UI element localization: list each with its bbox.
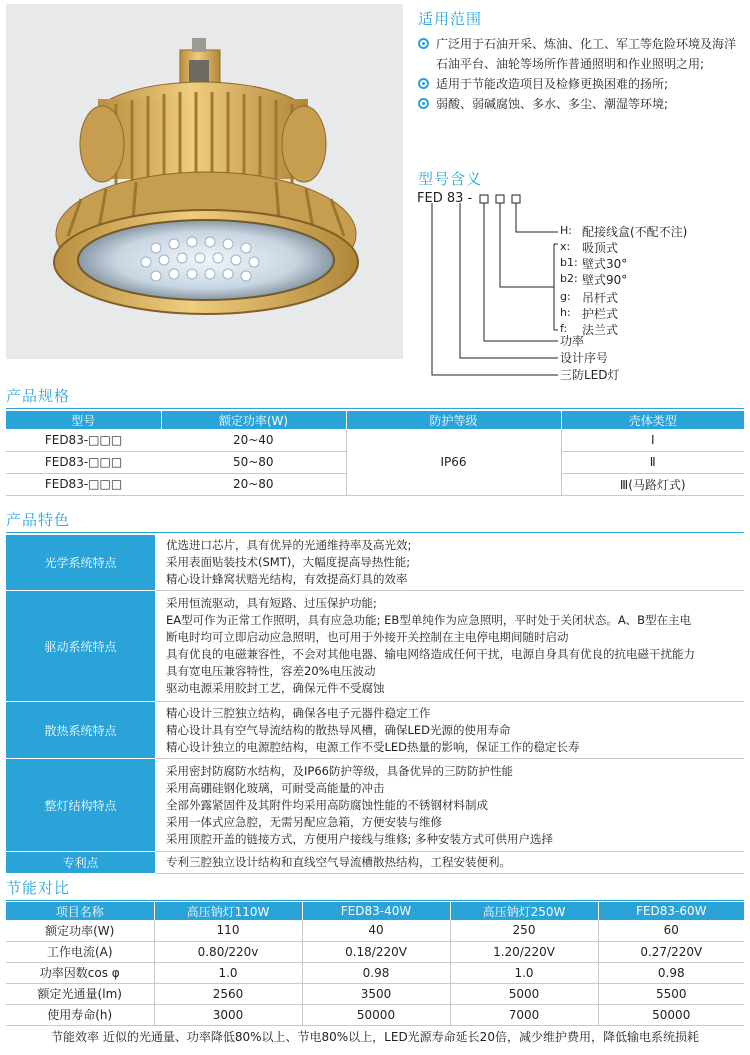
table-row xyxy=(6,920,744,941)
feature-line: 全部外露紧固件及其附件均采用高防腐蚀性能的不锈钢材料制成 xyxy=(166,797,488,812)
model-serial-label: 设计序号 xyxy=(560,351,609,365)
model-cell: FED83-□□□ xyxy=(6,451,161,473)
feature-line: 具有宽电压兼容特性，容差20%电压波动 xyxy=(166,664,376,678)
row-label: 额定功率(W) xyxy=(6,920,154,941)
table-cell: 0.27/220V xyxy=(598,941,744,962)
option-value: 吸顶式 xyxy=(582,241,619,255)
shell-cell: Ⅲ(马路灯式) xyxy=(561,473,744,495)
energy-table xyxy=(6,902,744,1026)
table-cell: 0.80/220v xyxy=(154,941,302,962)
option-value: 壁式90° xyxy=(582,273,628,287)
bullet-icon xyxy=(418,98,429,109)
column-header: 壳体类型 xyxy=(561,411,744,429)
shell-cell: Ⅰ xyxy=(561,429,744,451)
column-header: FED83-40W xyxy=(302,902,450,920)
table-cell: 5000 xyxy=(450,983,598,1004)
table-row xyxy=(6,983,744,1004)
scope-title: 适用范围 xyxy=(418,10,483,28)
table-row xyxy=(6,852,744,874)
feature-line: 驱动电源采用胶封工艺，确保元件不受腐蚀 xyxy=(166,681,385,695)
option-value: 法兰式 xyxy=(582,323,619,337)
option-key: h: xyxy=(560,306,571,319)
row-label: 功率因数cos φ xyxy=(6,962,154,983)
table-row xyxy=(6,702,744,759)
feature-line: 采用高硼硅钢化玻璃，可耐受高能量的冲击 xyxy=(166,780,385,795)
table-cell: 1.0 xyxy=(154,962,302,983)
scope-item-text: 适用于节能改造项目及检修更换困难的扬所; xyxy=(436,77,669,91)
table-row xyxy=(6,429,744,451)
feature-desc xyxy=(155,591,744,702)
row-label: 工作电流(A) xyxy=(6,941,154,962)
bullet-icon xyxy=(418,38,429,49)
table-cell: 40 xyxy=(302,920,450,941)
column-header: 项目名称 xyxy=(6,902,154,920)
feature-line: 专利三腔独立设计结构和直线空气导流槽散热结构，工程安装便利。 xyxy=(166,855,511,869)
table-row xyxy=(6,941,744,962)
table-cell: 0.98 xyxy=(302,962,450,983)
option-key: H: xyxy=(560,224,572,237)
table-cell: 1.20/220V xyxy=(450,941,598,962)
scope-item-text: 广泛用于石油开采、炼油、化工、军工等危险环境及海洋石油平台、油轮等场所作普通照明和作业照明之用; xyxy=(436,37,737,71)
option-key: b1: xyxy=(560,256,578,269)
column-header: 高压钠灯250W xyxy=(450,902,598,920)
option-value: 壁式30° xyxy=(582,257,628,271)
model-title: 型号含义 xyxy=(418,170,483,188)
energy-title: 节能对比 xyxy=(6,877,744,901)
scope-list xyxy=(418,34,746,114)
model-cell: FED83-□□□ xyxy=(6,429,161,451)
table-cell: 0.98 xyxy=(598,962,744,983)
scope-item-text: 弱酸、弱碱腐蚀、多水、多尘、潮湿等环境; xyxy=(436,97,669,111)
shell-cell: Ⅱ xyxy=(561,451,744,473)
model-code: FED 83 - xyxy=(417,191,473,206)
option-value: 护栏式 xyxy=(582,307,619,321)
feature-desc xyxy=(155,535,744,591)
feature-desc xyxy=(155,702,744,759)
column-header: FED83-60W xyxy=(598,902,744,920)
specs-title: 产品规格 xyxy=(6,385,744,409)
table-row xyxy=(6,535,744,591)
option-key: g: xyxy=(560,290,571,303)
feature-desc xyxy=(155,759,744,852)
specs-table xyxy=(6,411,744,496)
table-header-row xyxy=(6,902,744,920)
feature-name: 驱动系统特点 xyxy=(6,591,155,702)
model-code-diagram xyxy=(410,186,745,386)
table-row xyxy=(6,1004,744,1025)
scope-item xyxy=(418,74,746,94)
power-cell: 20~80 xyxy=(161,473,346,495)
table-cell: 3500 xyxy=(302,983,450,1004)
feature-line: 具有优良的电磁兼容性，不会对其他电器、输电网络造成任何干扰，电源自身具有优良的抗电磁干扰能力 xyxy=(166,647,695,661)
protection-cell: IP66 xyxy=(346,429,561,495)
feature-line: 采用表面贴装技术(SMT)，大幅度提高导热性能; xyxy=(166,555,411,569)
feature-name: 专利点 xyxy=(6,852,155,874)
table-cell: 7000 xyxy=(450,1004,598,1025)
table-cell: 110 xyxy=(154,920,302,941)
explosion-proof-led-lamp-image xyxy=(6,4,403,359)
feature-line: 采用一体式应急腔，无需另配应急箱，方便安装与维修 xyxy=(166,814,442,829)
option-key: b2: xyxy=(560,272,578,285)
feature-line: 精心设计蜂窝状赔光结构，有效提高灯具的效率 xyxy=(166,572,408,586)
table-row xyxy=(6,759,744,852)
feature-name: 散热系统特点 xyxy=(6,702,155,759)
power-cell: 20~40 xyxy=(161,429,346,451)
feature-line: EA型可作为正常工作照明，具有应急功能; EB型单纯作为应急照明，平时处于关闭状态。A、B型在主电 xyxy=(166,613,692,627)
feature-line: 精心设计三腔独立结构，确保各电子元器件稳定工作 xyxy=(166,705,431,720)
column-header: 防护等级 xyxy=(346,411,561,429)
table-row xyxy=(6,591,744,702)
feature-line: 采用密封防腐防水结构，及IP66防护等级，具备优异的三防防护性能 xyxy=(166,763,513,778)
scope-item xyxy=(418,34,746,74)
row-label: 额定光通量(lm) xyxy=(6,983,154,1004)
table-cell: 50000 xyxy=(598,1004,744,1025)
feature-name: 光学系统特点 xyxy=(6,535,155,591)
column-header: 型号 xyxy=(6,411,161,429)
column-header: 高压钠灯110W xyxy=(154,902,302,920)
bullet-icon xyxy=(418,78,429,89)
feature-desc xyxy=(155,852,744,874)
model-power-label: 功率 xyxy=(560,334,585,348)
option-key: x: xyxy=(560,240,571,253)
table-cell: 50000 xyxy=(302,1004,450,1025)
feature-line: 采用恒流驱动，具有短路、过压保护功能; xyxy=(166,596,377,610)
feature-line: 精心设计具有空气导流结构的散热导风槽，确保LED光源的使用寿命 xyxy=(166,722,511,737)
column-header: 额定功率(W) xyxy=(161,411,346,429)
feature-line: 精心设计独立的电源腔结构，电源工作不受LED热量的影响，保证工作的稳定长寿 xyxy=(166,739,580,754)
feature-line: 断电时均可立即启动应急照明，也可用于外接开关控制在主电停电期间随时启动 xyxy=(166,630,569,644)
table-cell: 250 xyxy=(450,920,598,941)
option-value: 吊杆式 xyxy=(582,291,619,305)
table-cell: 3000 xyxy=(154,1004,302,1025)
option-key: f: xyxy=(560,322,568,335)
model-lamp-label: 三防LED灯 xyxy=(560,368,620,382)
table-cell: 2560 xyxy=(154,983,302,1004)
power-cell: 50~80 xyxy=(161,451,346,473)
energy-efficiency-note: 节能效率 近似的光通量、功率降低80%以上、节电80%以上，LED光源寿命延长20倍，减少维护费用，降低输电系统损耗 xyxy=(51,1030,699,1044)
table-cell: 5500 xyxy=(598,983,744,1004)
table-cell: 1.0 xyxy=(450,962,598,983)
features-table xyxy=(6,535,744,874)
table-header-row xyxy=(6,411,744,429)
feature-line: 优选进口芯片，具有优异的光通维持率及高光效; xyxy=(166,538,412,552)
product-photo xyxy=(6,4,403,359)
option-value: 配接线盒(不配不注) xyxy=(582,225,688,239)
table-cell: 60 xyxy=(598,920,744,941)
feature-line: 采用顶腔开盖的链接方式，方便用户接线与维修; 多种安装方式可供用户选择 xyxy=(166,831,554,846)
table-cell: 0.18/220V xyxy=(302,941,450,962)
model-cell: FED83-□□□ xyxy=(6,473,161,495)
scope-item xyxy=(418,94,746,114)
features-title: 产品特色 xyxy=(6,509,744,533)
row-label: 使用寿命(h) xyxy=(6,1004,154,1025)
table-row xyxy=(6,962,744,983)
feature-name: 整灯结构特点 xyxy=(6,759,155,852)
